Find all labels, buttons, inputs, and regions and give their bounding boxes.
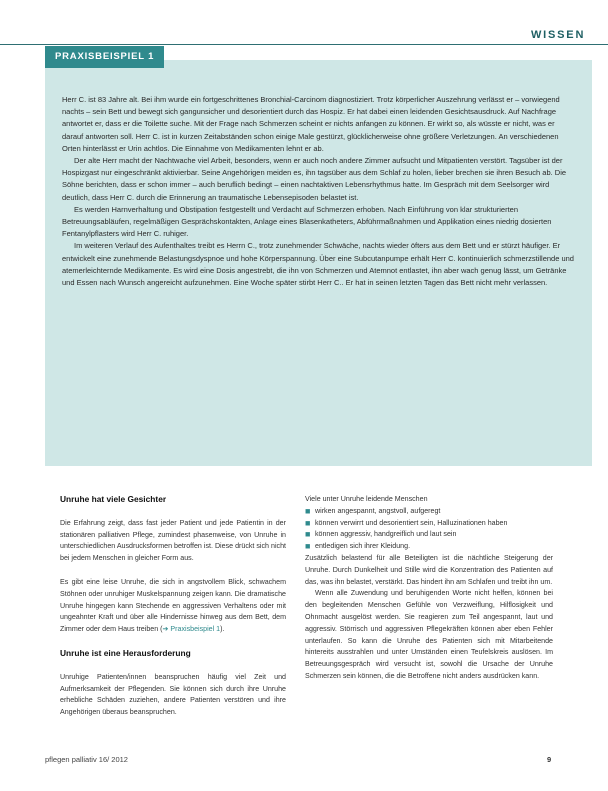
right-paragraph-1: Zusätzlich belastend für alle Beteiligten ist die nächtliche Steigerung der Unruhe. Durch Dunkelheit und Stille wird die Konzentration des Patienten auf das, was ihn belastet, verstärkt. Das hindert ihn am Schlafen und treibt ihn um. xyxy=(305,553,553,586)
case-study-label: PRAXISBEISPIEL 1 xyxy=(45,46,164,68)
left-paragraph-2 xyxy=(60,577,286,636)
heading-challenge: Unruhe ist eine Herausforderung xyxy=(60,647,191,658)
right-paragraph-2: Wenn alle Zuwendung und beruhigenden Worte nicht helfen, können bei den begleitenden Menschen Gefühle von Verzweiflung, Hilflosigkeit und Ohnmacht ausgelöst werden. Sie reagieren zum Teil angespannt, laut und aggressiv. Störrisch und aggressiven Pflegekräften können aber eben Fehler unterlaufen. So kann die Unruhe des Patienten sich mit Mitarbeitende hintereits ausstrahlen und unter Umständen einen Teufelskreis auslösen. Im Betreuungsgespräch wird versucht ist, sowohl die Ursache der Unruhe Schmerzen sein können, die die Betroffene nicht anders ausdrücken kann. xyxy=(305,589,553,680)
heading-many-faces: Unruhe hat viele Gesichter xyxy=(60,494,167,504)
case-paragraph-3: Es werden Harnverhaltung und Obstipation festgestellt und Verdacht auf Schmerzen erhoben. Nach Einführung von klar strukturierten Betreuungsabläufen, regelmäßigen Gesprächskontakten, Anlage eines Blasenkatheters, Abführmaßnahmen und Applikation eines niedrig dosierten Fentanylpflasters wird Herr C. ruhiger. xyxy=(62,204,552,239)
section-label: WISSEN xyxy=(531,29,586,41)
right-intro: Viele unter Unruhe leidende Menschen xyxy=(305,495,428,503)
case-paragraph-2: Der alte Herr macht der Nachtwache viel Arbeit, besonders, wenn er auch noch andere Zimmer aufsucht und Mitpatienten verstört. Tagsüber ist der Hospizgast nur eingeschränkt aktivierbar. Seine Angehörigen meiden es, ihn tagsüber aus dem Schlaf zu holen, lieber brechen sie ihren Besuch ab. Die Söhne berichten, dass er schon immer – auch beruflich bedingt – einen nachtaktiven Lebensrhythmus hatte. Im Gespräch mit dem Seelsorger wird deutlich, dass Herr C. durch die Erinnerung an traumatische Lebensepisoden belastet ist. xyxy=(62,156,567,202)
list-item: ■ können verwirrt und desorientiert sein, Halluzinationen haben xyxy=(305,517,508,528)
bullet-icon: ■ xyxy=(305,541,311,552)
right-column xyxy=(305,494,553,683)
left-paragraph-3: Unruhige Patienten/innen beanspruchen häufig viel Zeit und Aufmerksamkeit der Pflegenden. Sie können sich durch ihre Unruhe erhebliche Schäden zuziehen, andere Patienten verstören und ihre Angehörigen überaus beanspruchen. xyxy=(60,672,286,717)
left-paragraph-1: Die Erfahrung zeigt, dass fast jeder Patient und jede Patientin in der stationären palliativen Pflege, zumindest phasenweise, von Unruhe in unterschiedlichen Ausdrucksformen betroffen ist. Diese drückt sich nicht bei jedem Menschen in gleicher Form aus. xyxy=(60,518,286,563)
list-item: ■ können aggressiv, handgreiflich und laut sein xyxy=(305,529,457,540)
praxisbeispiel-link[interactable]: ➔ Praxisbeispiel 1 xyxy=(162,625,221,634)
journal-name: pflegen palliativ 16/ 2012 xyxy=(45,755,128,764)
bullet-icon: ■ xyxy=(305,517,311,528)
case-paragraph-1: Herr C. ist 83 Jahre alt. Bei ihm wurde ein fortgeschrittenes Bronchial-Carcinom diagnostiziert. Trotz körperlicher Auszehrung verlässt er – vorwiegend nachts – sein Bett und bewegt sich gangunsicher und desorientiert durch das Hospiz. Er hat dabei einen leidenden Gesichtsausdruck. Auf Nachfrage antwortet er, dass er die Toilette suche. Mit der Frage nach Schmerzen scheint er nichts anfangen zu können. Er wirkt so, als wüsste er nicht, was er darauf antworten soll. Herr C. ist in kurzen Zeitabständen schon einige Male gestürzt, glücklicherweise ohne größere Verletzungen. An verschiedenen Orten hinterlässt er Urin achtlos. Die Einnahme von Medikamenten lehnt er ab. xyxy=(62,95,560,153)
bullet-icon: ■ xyxy=(305,505,311,516)
list-item: ■ wirken angespannt, angstvoll, aufgeregt xyxy=(305,505,441,516)
case-paragraph-4: Im weiteren Verlauf des Aufenthaltes treibt es Herrn C., trotz zunehmender Schwäche, nachts wieder öfters aus dem Bett und er stürzt häufiger. Er entwickelt eine zunehmende Belastungsdyspnoe und hohe Körperspannung. Über eine Subcutanpumpe erhält Herr C. kontinuierlich schmerzstillende und atemerleichternde Medikamente. Es wird eine Dosis angestrebt, die ihn von Schmerzen und Atemnot entlastet, ihn aber wach genug lässt, um Getränke und Essen nach Wunsch angereicht aufzunehmen. Eine Woche später stirbt Herr C.. Er hat in seinen letzten Tagen das Bett nicht mehr verlassen. xyxy=(62,241,574,288)
list-item: ■ entledigen sich ihrer Kleidung. xyxy=(305,541,411,552)
left-column xyxy=(60,494,286,719)
left-paragraph-2-end: ). xyxy=(220,625,225,634)
page-number: 9 xyxy=(547,755,552,764)
left-paragraph-2-text: Es gibt eine leise Unruhe, die sich in angstvollem Blick, schwachem Stöhnen oder unruhiger Muskelspannung zeigen kann. Die dramatische Unruhe hingegen kann Stechende en aggressiven Verhaltens oder mit ungeahnter Kraft und über alle Hindernisse hinweg aus dem Bett, dem Zimmer oder dem Haus treiben ( xyxy=(60,577,286,634)
header-rule xyxy=(0,44,608,45)
symptom-list xyxy=(305,506,553,553)
bullet-icon: ■ xyxy=(305,529,311,540)
case-study-text xyxy=(62,94,576,289)
